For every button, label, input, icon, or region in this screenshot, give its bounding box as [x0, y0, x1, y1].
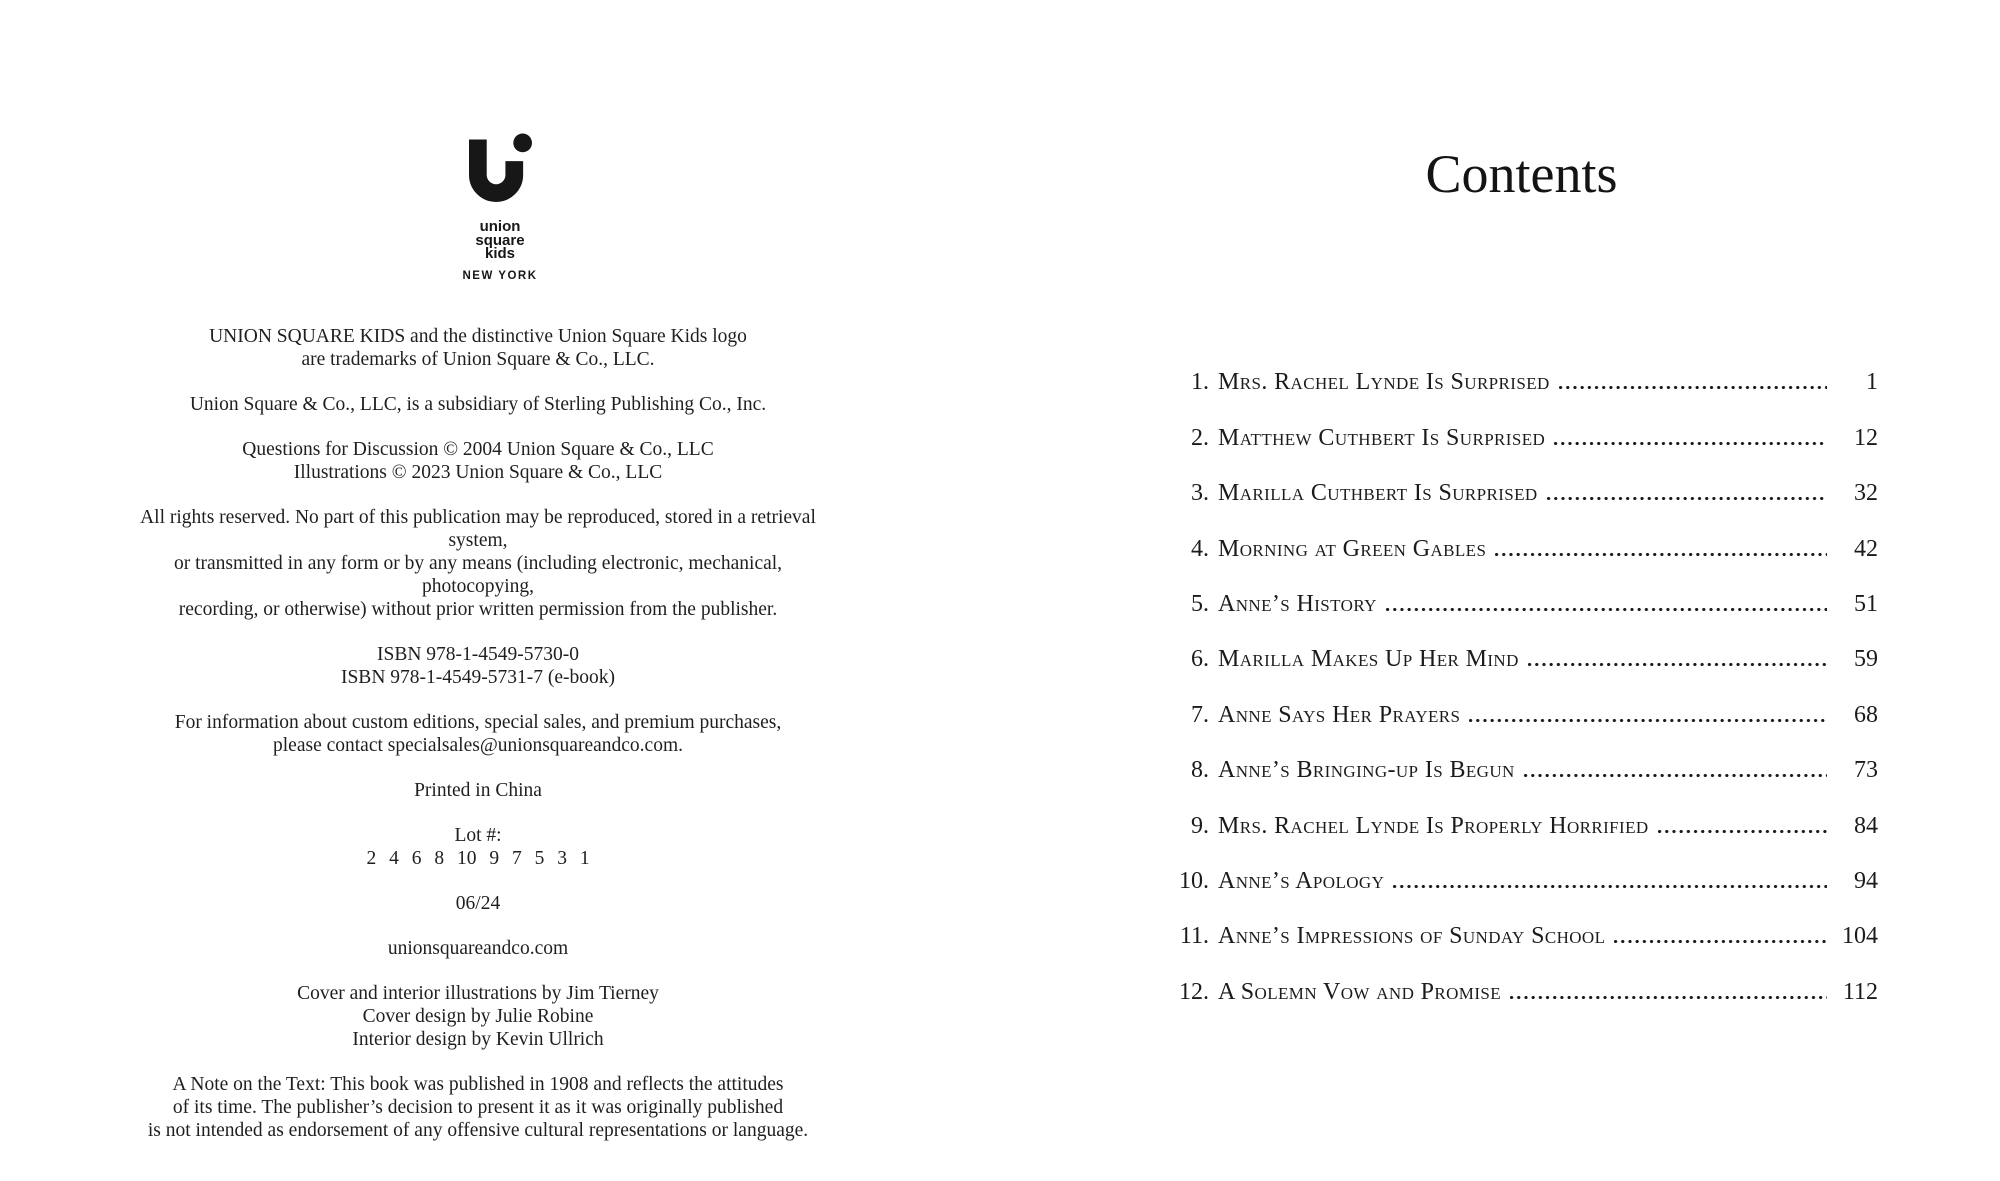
- subsidiary-note: [133, 393, 823, 416]
- chapter-title: Mrs. Rachel Lynde Is Properly Horrified: [1218, 812, 1649, 839]
- contents-title: Contents: [1425, 144, 1618, 204]
- dot-leader: [1510, 996, 1827, 999]
- chapter-title: Matthew Cuthbert Is Surprised: [1218, 424, 1546, 451]
- chapter-number: 5.: [1191, 590, 1209, 617]
- chapter-title: Anne’s Apology: [1218, 867, 1385, 894]
- chapter-title: Anne Says Her Prayers: [1218, 701, 1461, 728]
- chapter-page-number: 1: [1866, 369, 1878, 396]
- dot-leader: [1386, 608, 1827, 611]
- text-line: recording, or otherwise) without prior written permission from the publisher.: [178, 598, 778, 620]
- text-line: Printed in China: [414, 779, 542, 801]
- chapter-page-number: 42: [1854, 535, 1878, 562]
- dot-leader: [1495, 553, 1827, 556]
- printed-in-note: [133, 779, 823, 802]
- isbn-print: ISBN 978-1-4549-5730-0: [376, 643, 580, 665]
- toc-entry: [1165, 339, 1878, 394]
- chapter-number: 11.: [1179, 923, 1209, 950]
- toc-entry: [1165, 671, 1878, 726]
- text-line: please contact specialsales@unionsquareandco.com.: [273, 734, 683, 756]
- dot-leader: [1469, 719, 1827, 722]
- text-line: Questions for Discussion © 2004 Union Square & Co., LLC: [242, 438, 714, 460]
- text-line: Illustrations © 2023 Union Square & Co., LLC: [293, 461, 663, 483]
- dot-leader: [1547, 497, 1827, 500]
- publisher-location: NEW YORK: [462, 269, 538, 282]
- chapter-page-number: 12: [1854, 424, 1878, 451]
- chapter-page-number: 51: [1854, 590, 1878, 617]
- text-line: 06/24: [455, 892, 501, 914]
- trademark-notice: [133, 325, 823, 371]
- chapter-page-number: 68: [1854, 701, 1878, 728]
- publisher-logo-block: [0, 0, 1000, 282]
- text-line: Union Square & Co., LLC, is a subsidiary of Sterling Publishing Co., Inc.: [189, 393, 767, 415]
- print-date: [133, 892, 823, 915]
- toc-entry: [1165, 450, 1878, 505]
- chapter-title: Anne’s History: [1218, 590, 1377, 617]
- interior-design-credit: Interior design by Kevin Ullrich: [352, 1028, 604, 1050]
- lot-digits: 2 4 6 8 10 9 7 5 3 1: [366, 847, 590, 869]
- isbn-ebook: ISBN 978-1-4549-5731-7 (e-book): [340, 666, 616, 688]
- toc-entry: [1165, 727, 1878, 782]
- chapter-title: Anne’s Bringing-up Is Begun: [1218, 757, 1515, 784]
- cover-design-credit: Cover design by Julie Robine: [362, 1005, 594, 1027]
- chapter-title: Anne’s Impressions of Sunday School: [1218, 923, 1606, 950]
- chapter-number: 2.: [1191, 424, 1209, 451]
- logo-name-line: square: [475, 231, 525, 249]
- chapter-title: Marilla Makes Up Her Mind: [1218, 646, 1519, 673]
- chapter-number: 4.: [1191, 535, 1209, 562]
- dot-leader: [1393, 885, 1827, 888]
- note-on-text: [133, 1073, 823, 1142]
- chapter-page-number: 104: [1842, 923, 1878, 950]
- toc-entry: [1165, 561, 1878, 616]
- dot-leader: [1524, 774, 1827, 777]
- text-line: For information about custom editions, special sales, and premium purchases,: [174, 711, 782, 733]
- logo-name-line: kids: [484, 245, 515, 262]
- chapter-page-number: 32: [1854, 480, 1878, 507]
- toc-entry: [1165, 838, 1878, 893]
- rights-reserved-notice: [133, 506, 823, 621]
- union-square-kids-logo-icon: [469, 133, 532, 203]
- toc-entry: [1165, 394, 1878, 449]
- lot-number-block: [133, 824, 823, 870]
- chapter-number: 7.: [1191, 701, 1209, 728]
- chapter-number: 3.: [1191, 480, 1209, 507]
- chapter-number: 12.: [1179, 978, 1209, 1005]
- chapter-page-number: 73: [1854, 757, 1878, 784]
- copyright-text-column: [133, 325, 823, 1142]
- text-line: of its time. The publisher’s decision to present it as it was originally published: [172, 1096, 784, 1118]
- copyright-lines: [133, 438, 823, 484]
- contents-column: [1165, 142, 1878, 1004]
- credits-block: [133, 982, 823, 1051]
- text-line: A Note on the Text: This book was published in 1908 and reflects the attitudes: [172, 1073, 784, 1095]
- chapter-page-number: 112: [1842, 978, 1878, 1005]
- toc-entry: [1165, 782, 1878, 837]
- chapter-title: A Solemn Vow and Promise: [1218, 978, 1502, 1005]
- toc-entry: [1165, 948, 1878, 1003]
- toc-entry: [1165, 616, 1878, 671]
- dot-leader: [1528, 663, 1827, 666]
- chapter-title: Marilla Cuthbert Is Surprised: [1218, 480, 1538, 507]
- toc-entry: [1165, 505, 1878, 560]
- publisher-website: [133, 937, 823, 960]
- chapter-title: Mrs. Rachel Lynde Is Surprised: [1218, 369, 1550, 396]
- dot-leader: [1614, 940, 1827, 943]
- illustrations-credit: Cover and interior illustrations by Jim Tierney: [297, 982, 659, 1004]
- dot-leader: [1559, 386, 1827, 389]
- chapter-number: 8.: [1191, 757, 1209, 784]
- lot-label: Lot #:: [454, 824, 502, 846]
- toc-entry: [1165, 893, 1878, 948]
- dot-leader: [1658, 830, 1827, 833]
- chapter-number: 1.: [1191, 369, 1209, 396]
- chapter-number: 10.: [1179, 867, 1209, 894]
- text-line: All rights reserved. No part of this publication may be reproduced, stored in a retrieval system,: [140, 506, 816, 551]
- dot-leader: [1554, 442, 1827, 445]
- publisher-logo-name: [0, 220, 1000, 261]
- chapter-page-number: 94: [1854, 867, 1878, 894]
- chapter-number: 9.: [1191, 812, 1209, 839]
- chapter-page-number: 84: [1854, 812, 1878, 839]
- text-line: is not intended as endorsement of any offensive cultural representations or language.: [147, 1119, 809, 1141]
- chapter-page-number: 59: [1854, 646, 1878, 673]
- text-line: are trademarks of Union Square & Co., LLC.: [301, 348, 655, 370]
- isbn-lines: [133, 643, 823, 689]
- contents-list: [1165, 339, 1878, 1004]
- text-line: or transmitted in any form or by any means (including electronic, mechanical, photocopying,: [173, 552, 783, 597]
- contents-page: [1000, 0, 2000, 1181]
- text-line: unionsquareandco.com: [387, 937, 569, 959]
- logo-name-line: union: [479, 218, 521, 235]
- chapter-title: Morning at Green Gables: [1218, 535, 1487, 562]
- special-sales-note: [133, 711, 823, 757]
- text-line: UNION SQUARE KIDS and the distinctive Union Square Kids logo: [209, 325, 747, 347]
- chapter-number: 6.: [1191, 646, 1209, 673]
